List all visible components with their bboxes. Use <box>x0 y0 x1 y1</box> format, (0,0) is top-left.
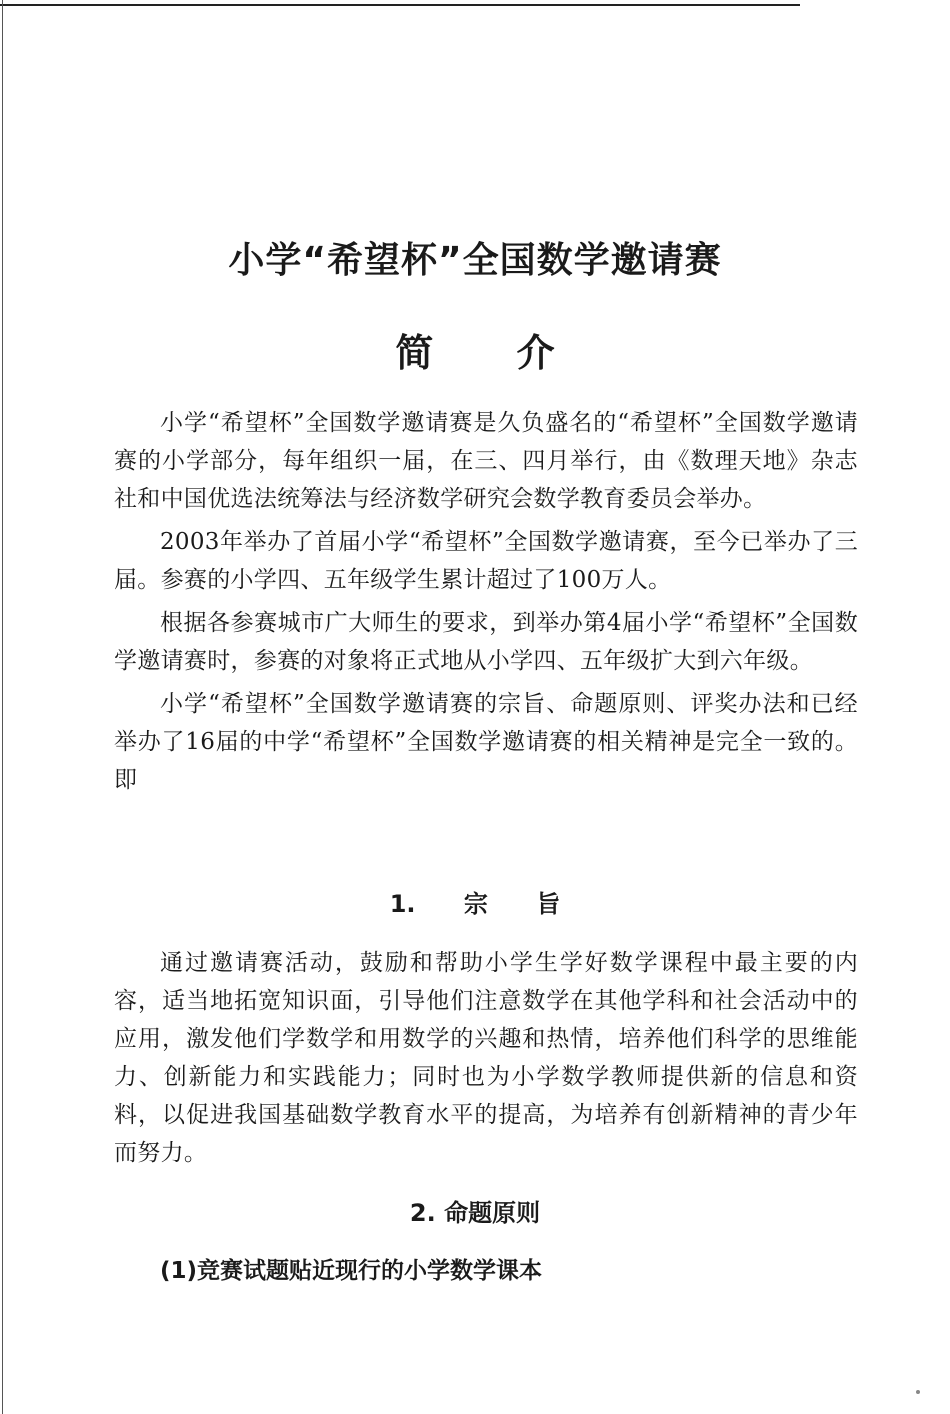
principle-subheading: (1)竞赛试题贴近现行的小学数学课本 <box>160 1258 543 1284</box>
intro-paragraph: 小学“希望杯”全国数学邀请赛的宗旨、命题原则、评奖办法和已经举办了16届的中学“希望杯”全国数学邀请赛的相关精神是完全一致的。即 <box>114 691 858 793</box>
section-heading-purpose: 1. 宗 旨 <box>389 890 561 918</box>
purpose-section <box>114 944 858 1177</box>
intro-paragraph: 根据各参赛城市广大师生的要求，到举办第4届小学“希望杯”全国数学邀请赛时，参赛的对象将正式地从小学四、五年级扩大到六年级。 <box>114 610 858 674</box>
purpose-paragraph: 通过邀请赛活动，鼓励和帮助小学生学好数学课程中最主要的内容，适当地拓宽知识面，引导他们注意数学在其他学科和社会活动中的应用，激发他们学数学和用数学的兴趣和热情，培养他们科学的思维能力、创新能力和实践能力；同时也为小学数学教师提供新的信息和资料，以促进我国基础数学教育水平的提高，为培养有创新精神的青少年而努力。 <box>114 950 858 1166</box>
top-border-rule <box>0 4 800 6</box>
intro-section <box>114 404 858 804</box>
page-subtitle: 简 介 <box>395 331 555 375</box>
scan-speck <box>916 1390 920 1394</box>
section-heading-principles: 2. 命题原则 <box>409 1199 541 1227</box>
page-title: 小学“希望杯”全国数学邀请赛 <box>228 240 722 281</box>
intro-paragraph: 小学“希望杯”全国数学邀请赛是久负盛名的“希望杯”全国数学邀请赛的小学部分，每年组织一届，在三、四月举行，由《数理天地》杂志社和中国优选法统筹法与经济数学研究会数学教育委员会举办。 <box>114 410 858 512</box>
intro-paragraph: 2003年举办了首届小学“希望杯”全国数学邀请赛，至今已举办了三届。参赛的小学四、五年级学生累计超过了100万人。 <box>114 529 858 593</box>
